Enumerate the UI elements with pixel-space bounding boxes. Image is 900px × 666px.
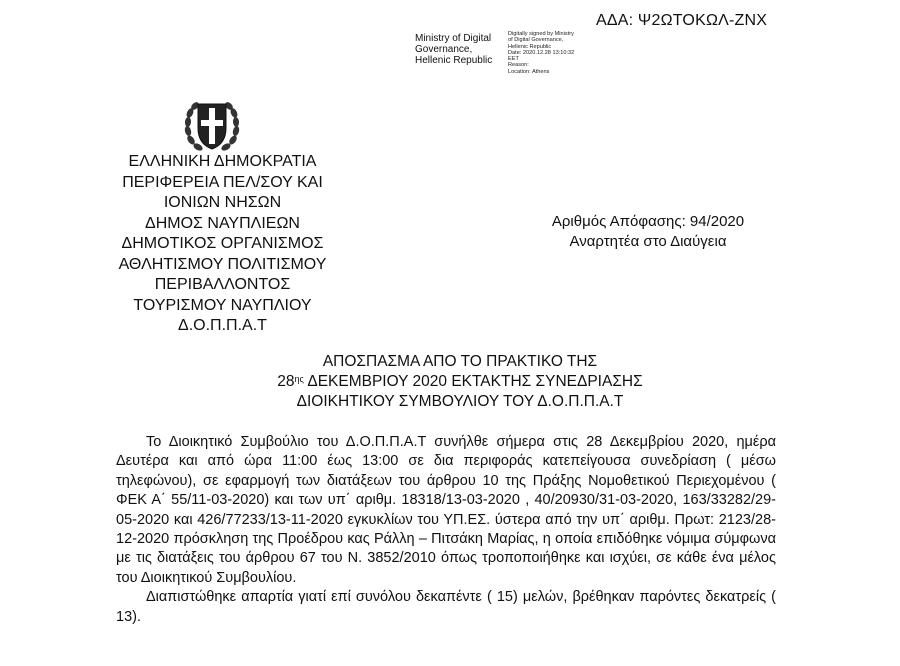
signer-line: Hellenic Republic xyxy=(415,55,493,66)
excerpt-title-line xyxy=(180,372,740,392)
org-line: ΙΟΝΙΩΝ ΝΗΣΩΝ xyxy=(163,194,282,211)
digital-signature-details xyxy=(508,31,574,75)
signature-detail-line: Hellenic Republic xyxy=(508,43,552,50)
org-line: Δ.Ο.Π.Π.Α.Τ xyxy=(178,317,267,334)
digital-signature-signer xyxy=(415,33,492,66)
excerpt-title-line: ΔΙΟΙΚΗΤΙΚΟΥ ΣΥΜΒΟΥΛΙΟΥ ΤΟΥ Δ.Ο.Π.Π.Α.Τ xyxy=(296,393,624,410)
signature-detail-line: of Digital Governance, xyxy=(508,37,564,44)
excerpt-ordinal-suffix: ης xyxy=(294,374,304,384)
excerpt-day: 28 xyxy=(277,373,295,390)
signature-detail-line: Date: 2020.12.28 13:10:32 xyxy=(508,49,575,56)
org-line: ΠΕΡΙΒΑΛΛΟΝΤΟΣ xyxy=(154,276,291,293)
decision-info xyxy=(528,212,768,252)
org-line: ΑΘΛΗΤΙΣΜΟΥ ΠΟΛΙΤΙΣΜΟΥ xyxy=(118,255,327,273)
signature-detail-line: Location: Athens xyxy=(508,68,550,75)
decision-number: Αριθμός Απόφασης: 94/2020 xyxy=(551,213,745,230)
signer-line: Ministry of Digital xyxy=(415,33,492,44)
excerpt-session: ΔΕΚΕΜΒΡΙΟΥ 2020 ΕΚΤΑΚΤΗΣ ΣΥΝΕΔΡΙΑΣΗΣ xyxy=(303,373,643,390)
excerpt-title xyxy=(180,352,740,412)
diavgeia-posting-note: Αναρτητέα στο Διαύγεια xyxy=(569,233,727,250)
signer-line: Governance, xyxy=(415,44,473,55)
org-line: ΤΟΥΡΙΣΜΟΥ ΝΑΥΠΛΙΟΥ xyxy=(133,296,312,314)
paragraph-session-convened: Το Διοικητικό Συμβούλιο του Δ.Ο.Π.Π.Α.Τ συνήλθε σήμερα στις 28 Δεκεμβρίου 2020, ημέρα Δευτέρα και από ώρα 11:00 έως 13:00 σε δια περιφοράς κατεπείγουσα συνεδρίαση ( μέσω τηλεφώνου), σε εφαρμογή των διατάξεων του άρθρου 10 της Πράξης Νομοθετικού Περιεχομένου ( ΦΕΚ Α΄ 55/11-03-2020) και των υπ΄ αριθμ. 18318/13-03-2020 , 40/20930/31-03-2020, 163/33282/29-05-2020 και 426/77233/13-11-2020 εγκυκλίων του ΥΠ.ΕΣ. ύστερα από την υπ΄ αριθμ. Πρωτ: 2123/28-12-2020 πρόσκληση της Προέδρου κας Ράλλη – Πιτσάκη Μαρίας, η οποία επιδόθηκε νόμιμα σύμφωνα με τις διατάξεις του άρθρου 67 του Ν. 3852/2010 όπως τροποποιήθηκε και ισχύει, σε κάθε ένα μέλος του Διοικητικού Συμβουλίου. xyxy=(116,434,776,586)
ada-code: ΑΔΑ: Ψ2ΩΤΟΚΩΛ-ΖΝΧ xyxy=(596,12,768,29)
org-line: ΔΗΜΟΣ ΝΑΥΠΛΙΕΩΝ xyxy=(145,214,300,232)
minutes-body xyxy=(116,433,776,627)
org-line: ΕΛΛΗΝΙΚΗ ΔΗΜΟΚΡΑΤΙΑ xyxy=(128,153,317,170)
signature-detail-line: EET xyxy=(508,56,519,63)
signature-detail-line: Reason: xyxy=(508,62,529,69)
paragraph-quorum: Διαπιστώθηκε απαρτία γιατί επί συνόλου δεκαπέντε ( 15) μελών, βρέθηκαν παρόντες δεκατρείς ( 13). xyxy=(116,589,776,625)
excerpt-title-line: ΑΠΟΣΠΑΣΜΑ ΑΠΟ ΤΟ ΠΡΑΚΤΙΚΟ ΤΗΣ xyxy=(322,353,598,370)
coat-of-arms-icon xyxy=(181,96,243,156)
org-line: ΠΕΡΙΦΕΡΕΙΑ ΠΕΛ/ΣΟΥ ΚΑΙ xyxy=(122,173,323,191)
signature-detail-line: Digitally signed by Ministry xyxy=(508,31,574,37)
org-line: ΔΗΜΟΤΙΚΟΣ ΟΡΓΑΝΙΣΜΟΣ xyxy=(121,235,324,252)
issuing-organization xyxy=(90,152,355,337)
